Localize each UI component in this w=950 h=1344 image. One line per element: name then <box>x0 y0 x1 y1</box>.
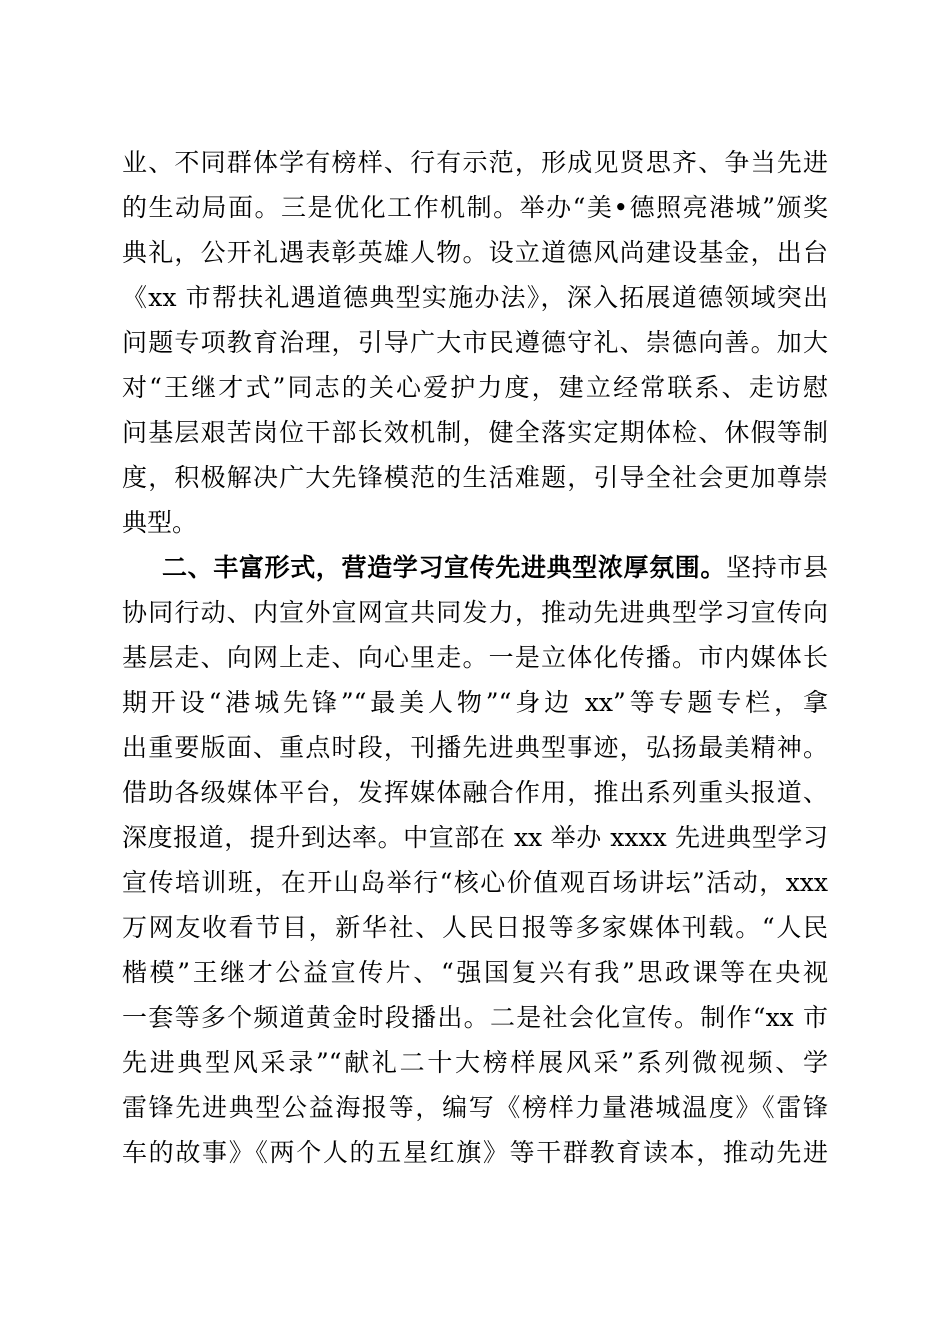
paragraph-line: 协同行动、内宣外宣网宣共同发力，推动先进典型学习宣传向 <box>122 598 828 627</box>
section-heading: 二、丰富形式，营造学习宣传先进典型浓厚氛围。 <box>162 553 727 582</box>
paragraph-line: 的生动局面。三是优化工作机制。举办“美•德照亮港城”颁奖 <box>122 193 828 222</box>
paragraph-line-last: 典型。 <box>122 508 198 537</box>
paragraph-line: 万网友收看节目，新华社、人民日报等多家媒体刊载。“人民 <box>122 913 828 942</box>
paragraph-line: 深度报道，提升到达率。中宣部在 xx 举办 xxxx 先进典型学习 <box>122 823 828 852</box>
paragraph-line: 一套等多个频道黄金时段播出。二是社会化宣传。制作“xx 市 <box>122 1003 828 1032</box>
paragraph-line: 对“王继才式”同志的关心爱护力度，建立经常联系、走访慰 <box>122 373 828 402</box>
section-heading-tail: 坚持市县 <box>726 553 828 582</box>
paragraph-line: 《xx 市帮扶礼遇道德典型实施办法》，深入拓展道德领域突出 <box>122 283 828 312</box>
paragraph-line: 车的故事》《两个人的五星红旗》等干群教育读本，推动先进 <box>122 1138 828 1167</box>
paragraph-line: 出重要版面、重点时段，刊播先进典型事迹，弘扬最美精神。 <box>122 733 828 762</box>
paragraph-line: 期开设“港城先锋”“最美人物”“身边 xx”等专题专栏，拿 <box>122 688 828 717</box>
paragraph-line: 问题专项教育治理，引导广大市民遵德守礼、崇德向善。加大 <box>122 328 828 357</box>
paragraph-line: 度，积极解决广大先锋模范的生活难题，引导全社会更加尊崇 <box>122 463 828 492</box>
paragraph-line: 典礼，公开礼遇表彰英雄人物。设立道德风尚建设基金，出台 <box>122 238 828 267</box>
paragraph-line: 雷锋先进典型公益海报等，编写《榜样力量港城温度》《雷锋 <box>122 1093 828 1122</box>
paragraph-line: 宣传培训班，在开山岛举行“核心价值观百场讲坛”活动，xxx <box>122 868 828 897</box>
paragraph-line: 业、不同群体学有榜样、行有示范，形成见贤思齐、争当先进 <box>122 148 828 177</box>
paragraph-line: 基层走、向网上走、向心里走。一是立体化传播。市内媒体长 <box>122 643 828 672</box>
paragraph-line: 借助各级媒体平台，发挥媒体融合作用，推出系列重头报道、 <box>122 778 828 807</box>
paragraph-line: 先进典型风采录”“献礼二十大榜样展风采”系列微视频、学 <box>122 1048 828 1077</box>
section-heading-line <box>162 548 828 588</box>
paragraph-line: 问基层艰苦岗位干部长效机制，健全落实定期体检、休假等制 <box>122 418 828 447</box>
paragraph-line: 楷模”王继才公益宣传片、“强国复兴有我”思政课等在央视 <box>122 958 828 987</box>
